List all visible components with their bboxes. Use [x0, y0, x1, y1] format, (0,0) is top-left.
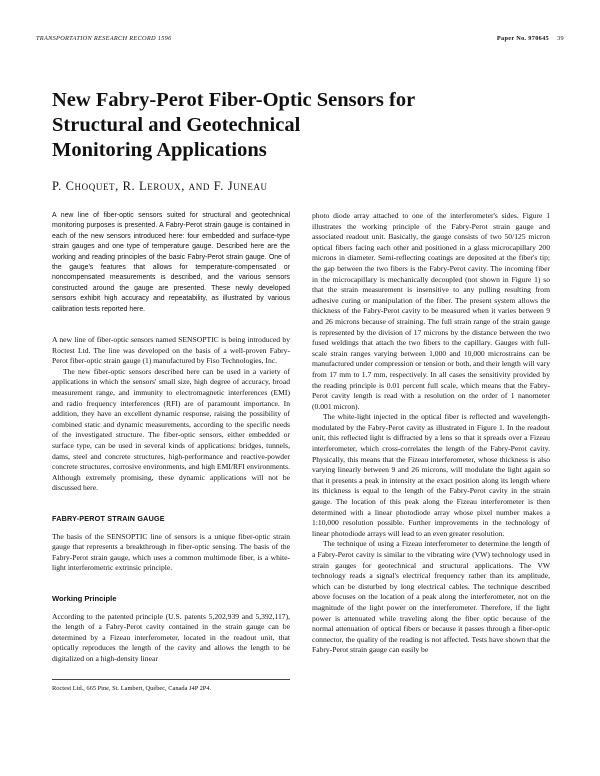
- body-paragraph-2: The white-light injected in the optical fiber is reflected and wavelength-modulated by the Fabry-Perot cavity as illustrated in Figure 1. In the readout unit, this reflected light is diffracted by a lens so that it spreads over a Fizeau interferometer, which cross-correlates the length of the Fabry-Perot cavity. Physically, this means that the Fizeau interferometer, whose thickness is also varying linearly between 9 and 26 microns, will modulate the light again so that it presents a peak in intensity at the exact position along its length where its thickness is equal to the length of the Fabry-Perot cavity in the strain gauge. The location of this peak along the Fizeau interferometer is then determined with a linear photodiode array whose pixel number makes a 1:10,000 resolution possible. Further improvements in the technology of linear photodiode arrays will lead to an even greater resolution.: [312, 412, 550, 538]
- section-heading-strain-gauge: FABRY-PEROT STRAIN GAUGE: [52, 513, 165, 523]
- body-paragraph-1: photo diode array attached to one of the interferometer's sides. Figure 1 illustrates the working principle of the Fabry-Perot strain gauge and associated readout unit. Basically, the gauge consists of two 50/125 micron optical fibers facing each other and positioned in a glass microcapillary 200 microns in diameter. Semi-reflecting coatings are deposited at the fiber's tip; the gap between the two fibers is the Fabry-Perot cavity. The incoming fiber in the microcapillary is mechanically decoupled (not shown in Figure 1) so that the strain measurement is insensitive to any pulling resulting from adhesive curing or manipulation of the fiber. The present system allows the thickness of the Fabry-Perot cavity to be measured when it varies between 9 and 26 microns because of straining. The full strain range of the strain gauge is represented by the division of 17 microns by the distance between the two fused weldings that attach the two fibers to the capillary. Gauges with full-scale strain ranges varying between 1,000 and 10,000 microstrains can be manufactured under compression or tension or both, and their length will vary from 17 mm to 1.7 mm, respectively. In all cases the sensitivity provided by the reading principle is 0.01 percent full scale, which means that the Fabry-Perot cavity length is read with a resolution on the order of 1 nanometer (0.001 micron).: [312, 211, 550, 411]
- title-line-3: Monitoring Applications: [52, 139, 267, 161]
- paper-number: Paper No. 970645: [496, 35, 549, 42]
- working-principle-text: According to the patented principle (U.S. patents 5,202,939 and 5,392,117), the length of a Fabry-Perot cavity contained in the strain gauge can be determined by a Fizeau interferometer, located in the readout unit, that optically reproduces the length of the cavity and allows the length to be digitalized on a high-density linear: [52, 611, 290, 663]
- affiliation-footnote: Roctest Ltd., 665 Pine, St. Lambert, Québec, Canada J4P 2P4.: [52, 684, 212, 692]
- intro-paragraph-2: The new fiber-optic sensors described here can be used in a variety of applications in which the sensors' small size, high degree of accuracy, broad measurement range, and immunity to electromagnetic interferences (EMI) and radio frequency interferences (RFI) are of paramount importance. In addition, they have an excellent dynamic response, raising the possibility of combined static and dynamic measurements, according to the specific needs of the investigated structure. The fiber-optic sensors, either embedded or surface type, can be used in several kinds of applications: bridges, tunnels, dams, steel and concrete structures, high-performance and reactive-powder concrete structures, corrosive environments, and high EMI/RFI environments. Although extremely promising, these dynamic applications will not be discussed here.: [52, 366, 290, 493]
- running-header: [36, 35, 564, 47]
- page-number: 39: [557, 35, 564, 42]
- subsection-heading-working-principle: Working Principle: [52, 593, 117, 603]
- left-column: [52, 211, 290, 693]
- right-column: [312, 211, 550, 656]
- paper-title: [52, 88, 532, 163]
- body-paragraph-3: The technique of using a Fizeau interferometer to determine the length of a Fabry-Perot cavity is similar to the vibrating wire (VW) technology used in strain gauges for geotechnical and structural applications. The VW technology reads a signal's electrical frequency rather than its amplitude, which can be disturbed by long electrical cables. The technique described above focuses on the location of a peak along the interferometer, not on the magnitude of the light power on the interferometer. Therefore, if the light power is attenuated while traveling along the fiber optic because of the normal attenuation of optical fibers or because it passes through a fiber-optic connector, the quality of the reading is not affected. Tests have shown that the Fabry-Perot strain gauge can easily be: [312, 539, 550, 655]
- title-line-1: New Fabry-Perot Fiber-Optic Sensors for: [52, 89, 416, 111]
- section-strain-gauge-text: The basis of the SENSOPTIC line of sensors is a unique fiber-optic strain gauge that represents a breakthrough in fiber-optic sensing. The basis of the Fabry-Perot strain gauge, which uses a common multimode fiber, is a white-light interferometric extrinsic principle.: [52, 531, 290, 573]
- intro-paragraph-1: A new line of fiber-optic sensors named SENSOPTIC is being introduced by Roctest Ltd. The line was developed on the basis of a well-proven Fabry-Perot fiber-optic strain gauge (1) manufactured by Fiso Technologies, Inc.: [52, 335, 290, 366]
- abstract: A new line of fiber-optic sensors suited for structural and geotechnical monitoring purposes is presented. A Fabry-Perot strain gauge is contained in each of the new sensors introduced here: four embedded and surface-type strain gauges and one type of temperature gauge. Described here are the working and reading principles of the basic Fabry-Perot strain gauge. One of the gauge's features that allows for temperature-compensated or noncompensated measurements is described, and the various sensors constructed around the gauge are presented. These newly developed sensors exhibit high accuracy and repeatability, as illustrated by various calibration tests reported here.: [52, 212, 290, 313]
- author-list: P. Choquet, R. Leroux, and F. Juneau: [52, 179, 268, 193]
- journal-name: TRANSPORTATION RESEARCH RECORD 1596: [36, 35, 172, 42]
- title-line-2: Structural and Geotechnical: [52, 114, 301, 136]
